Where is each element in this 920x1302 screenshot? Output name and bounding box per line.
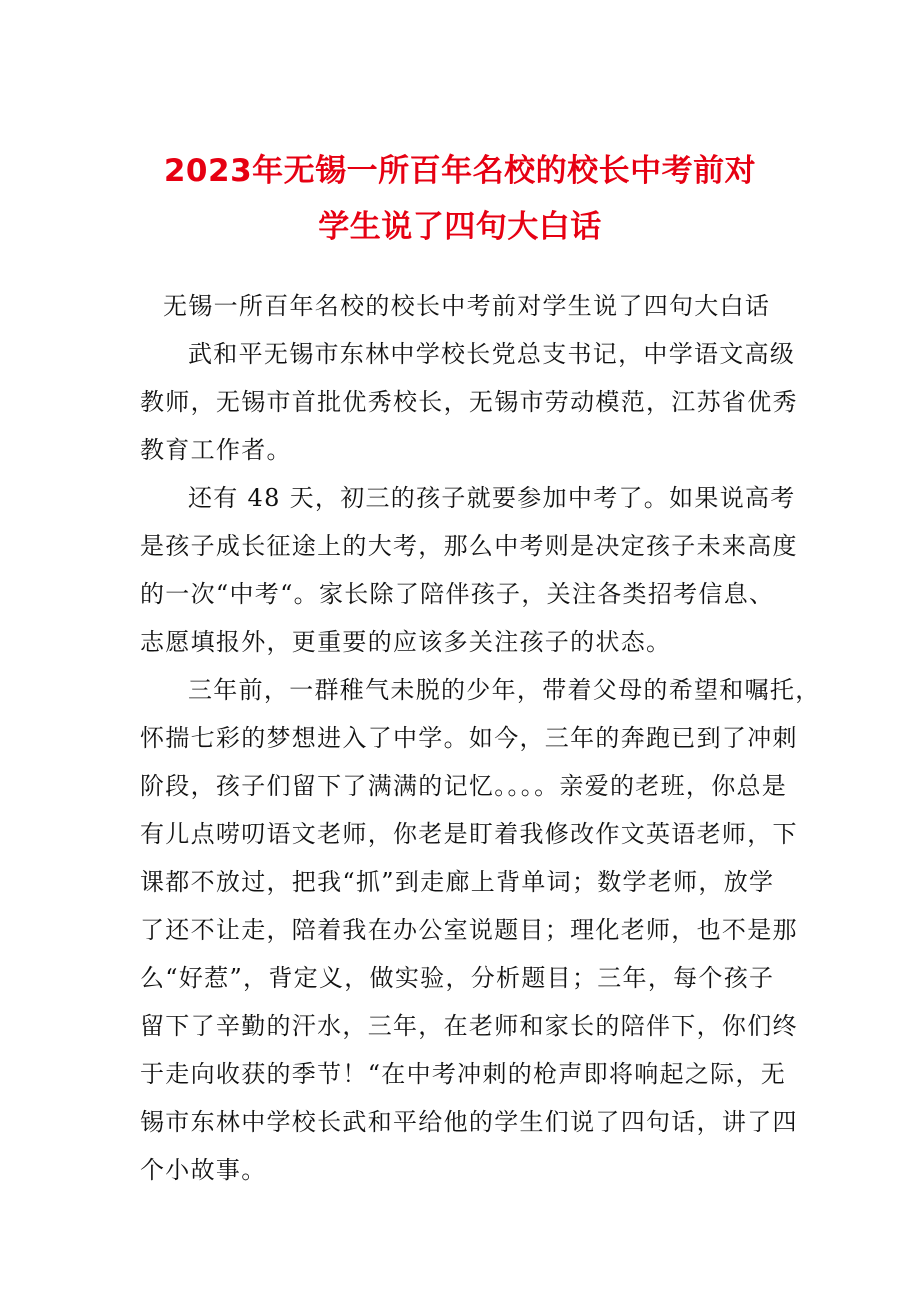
paragraph-2-line-2: 是孩子成长征途上的大考，那么中考则是决定孩子未来高度 <box>140 532 798 560</box>
paragraph-3-line-7: 么“好惹”，背定义，做实验，分析题目；三年，每个孩子 <box>140 964 775 992</box>
paragraph-3-line-5: 课都不放过，把我“抓”到走廊上背单词；数学老师，放学 <box>140 868 775 896</box>
paragraph-2-line-4: 志愿填报外，更重要的应该多关注孩子的状态。 <box>140 628 672 656</box>
subheading: 无锡一所百年名校的校长中考前对学生说了四句大白话 <box>163 292 771 320</box>
paragraph-3-line-4: 有儿点唠叨语文老师，你老是盯着我修改作文英语老师，下 <box>140 820 798 848</box>
paragraph-3-line-9: 于走向收获的季节！“在中考冲刺的枪声即将响起之际，无 <box>140 1060 787 1088</box>
paragraph-2-line-3: 的一次“中考“。家长除了陪伴孩子，关注各类招考信息、 <box>140 580 775 608</box>
paragraph-3-line-1: 三年前，一群稚气未脱的少年，带着父母的希望和嘱托， <box>188 676 821 704</box>
paragraph-3-line-8: 留下了辛勤的汗水，三年，在老师和家长的陪伴下，你们终 <box>140 1012 798 1040</box>
paragraph-3-line-11: 个小故事。 <box>140 1156 267 1184</box>
paragraph-3-line-3: 阶段，孩子们留下了满满的记忆。。。。亲爱的老班，你总是 <box>140 772 788 800</box>
paragraph-1-line-1: 武和平无锡市东林中学校长党总支书记，中学语文高级 <box>188 340 796 368</box>
paragraph-3-line-10: 锡市东林中学校长武和平给他的学生们说了四句话，讲了四 <box>140 1108 798 1136</box>
document-title-line-2: 学生说了四句大白话 <box>318 209 602 245</box>
document-title-line-1: 2023年无锡一所百年名校的校长中考前对 <box>163 153 757 189</box>
paragraph-3-line-2: 怀揣七彩的梦想进入了中学。如今，三年的奔跑已到了冲刺 <box>140 724 798 752</box>
paragraph-2-line-1: 还有 48 天，初三的孩子就要参加中考了。如果说高考 <box>188 484 796 512</box>
paragraph-1-line-3: 教育工作者。 <box>140 436 292 464</box>
paragraph-1-line-2: 教师，无锡市首批优秀校长，无锡市劳动模范，江苏省优秀 <box>140 388 798 416</box>
paragraph-3-line-6: 了还不让走，陪着我在办公室说题目；理化老师，也不是那 <box>140 916 798 944</box>
